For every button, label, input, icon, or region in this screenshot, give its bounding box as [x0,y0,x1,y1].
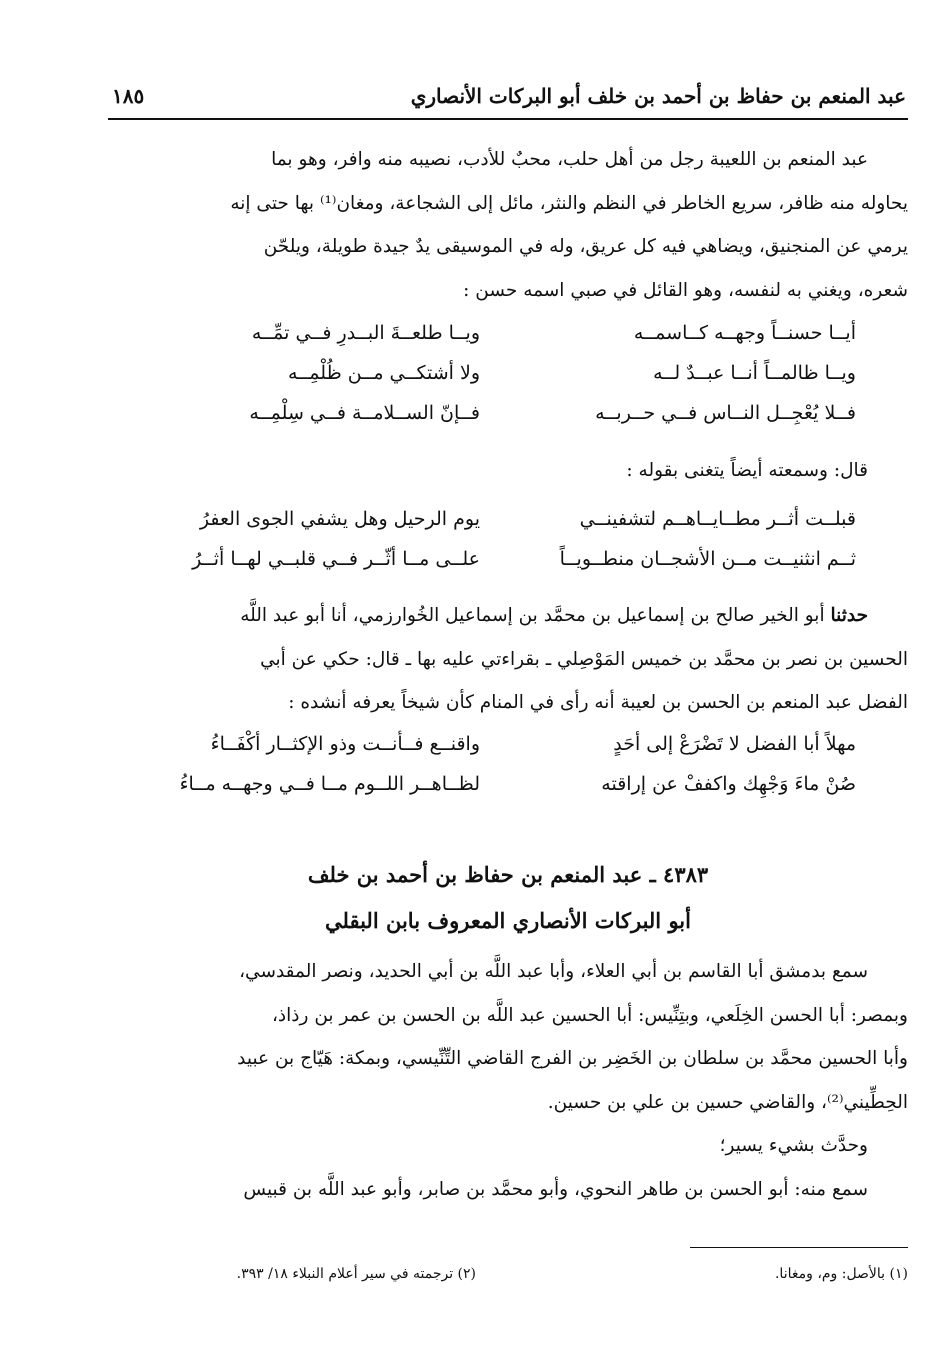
verse-first-hemistich: ويــا ظالمــاً أنــا عبــدٌ لــه [653,362,856,384]
narration-paragraph [108,594,908,725]
intro-line-1: عبد المنعم بن اللعيبة رجل من أهل حلب، محبٌ للأدب، نصيبه منه وافر، وهو بما [271,149,868,170]
narration-line-3: الفضل عبد المنعم بن الحسن بن لعيبة أنه رأى في المنام كأن شيخاً يعرفه أنشده : [288,692,908,713]
verse-second-hemistich: ويــا طلعــةَ البــدرِ فــي تمِّــه [251,322,480,344]
verse [108,773,908,813]
entry-narrated-line: وحدَّث بشيء يسير؛ [719,1135,868,1156]
verse-first-hemistich: أيــا حسنــاً وجهــه كــاسمــه [633,322,856,344]
verse [108,322,908,362]
verse [108,402,908,442]
intro-line-3: يرمي عن المنجنيق، ويضاهي فيه كل عريق، وله في الموسيقى يدٌ جيدة طويلة، ويلحّن [263,236,908,257]
running-title: عبد المنعم بن حفاظ بن أحمد بن خلف أبو البركات الأنصاري [410,84,906,108]
verse [108,548,908,588]
entry-line-1: سمع بدمشق أبا القاسم بن أبي العلاء، وأبا عبد اللَّه بن أبي الحديد، ونصر المقدسي، [239,961,868,982]
verse [108,733,908,773]
verse-first-hemistich: صُنْ ماءَ وَجْهِك واكففْ عن إراقته [601,773,856,795]
footnote-1: (١) بالأصل: وم، ومغانا. [774,1266,908,1282]
poem-2 [108,508,908,588]
said-line-text: قال: وسمعته أيضاً يتغنى بقوله : [626,460,868,481]
entry-heading-line-2: أبو البركات الأنصاري المعروف بابن البقلي [325,908,691,933]
entry-heading-line-1: ٤٣٨٣ ـ عبد المنعم بن حفاظ بن أحمد بن خلف [307,862,709,887]
verse-second-hemistich: يوم الرحيل وهل يشفي الجوى العفرُ [199,508,480,530]
narration-lead: حدثنا [830,605,868,626]
entry-line-2: وبمصر: أبا الحسن الخِلَعي، وبتِنِّيس: أبا الحسين عبد اللَّه بن الحسن بن عمر بن رذاذ، [271,1004,908,1026]
page-number: ١٨٥ [112,84,145,108]
verse-second-hemistich: واقنــع فــأنــت وذو الإكثــار أكْفَــاءُ [210,733,480,755]
verse-second-hemistich: ولا أشتكــي مــن ظُلْمِــه [287,362,480,384]
verse-second-hemistich: لظــاهــر اللــوم مــا فــي وجهــه مــاءُ [179,773,480,795]
footnote-divider [690,1247,908,1248]
entry-paragraph [108,950,908,1211]
said-line [108,449,908,493]
verse [108,362,908,402]
narration-line-1-rest: أبو الخير صالح بن إسماعيل بن محمَّد بن إسماعيل الخُوارزمي، أنا أبو عبد اللَّه [240,605,831,626]
narration-line-2: الحسين بن نصر بن محمَّد بن خميس المَوْصِلي ـ بقراءتي عليه بها ـ قال: حكي عن أبي [260,648,908,670]
footnote-2: (٢) ترجمته في سير أعلام النبلاء ١٨/ ٣٩٣. [236,1266,476,1282]
footnotes [108,1260,908,1294]
verse-first-hemistich: قبلــت أثــر مطــايــاهــم لتشفينــي [579,508,856,530]
intro-line-2: يحاوله منه ظافر، سريع الخاطر في النظم والنثر، مائل إلى الشجاعة، ومغان⁽¹⁾ بها حتى إنه [230,192,908,214]
verse-first-hemistich: ثــم انثنيــت مــن الأشجــان منطــويــاً [559,548,856,570]
poem-3 [108,733,908,813]
verse-second-hemistich: علــى مــا أثّــر فــي قلبــي لهــا أثــرُ [192,548,480,570]
verse-first-hemistich: مهلاً أبا الفضل لا تَضْرَعْ إلى أحَدٍ [613,733,856,755]
entry-heading [108,852,908,944]
entry-line-3: وأبا الحسين محمَّد بن سلطان بن الخَضِر بن الفرج القاضي التِّنِّيسي، وبمكة: هَيّاج بن عبيد [237,1048,908,1069]
intro-paragraph [108,138,908,312]
verse-second-hemistich: فــإنّ الســلامــة فــي سِلْمِــه [249,402,480,424]
entry-heard-line: سمع منه: أبو الحسن بن طاهر النحوي، وأبو محمَّد بن صابر، وأبو عبد اللَّه بن قبيس [243,1178,868,1200]
verse [108,508,908,548]
narration-line-1 [108,594,908,638]
verse-first-hemistich: فــلا يُعْجِــل النــاس فــي حــربــه [595,402,856,424]
intro-line-4: شعره، ويغني به لنفسه، وهو القائل في صبي اسمه حسن : [463,279,908,301]
entry-line-4: الحِطِّيني⁽²⁾، والقاضي حسين بن علي بن حسين. [547,1091,908,1113]
page-header [108,78,908,120]
poem-1 [108,322,908,442]
